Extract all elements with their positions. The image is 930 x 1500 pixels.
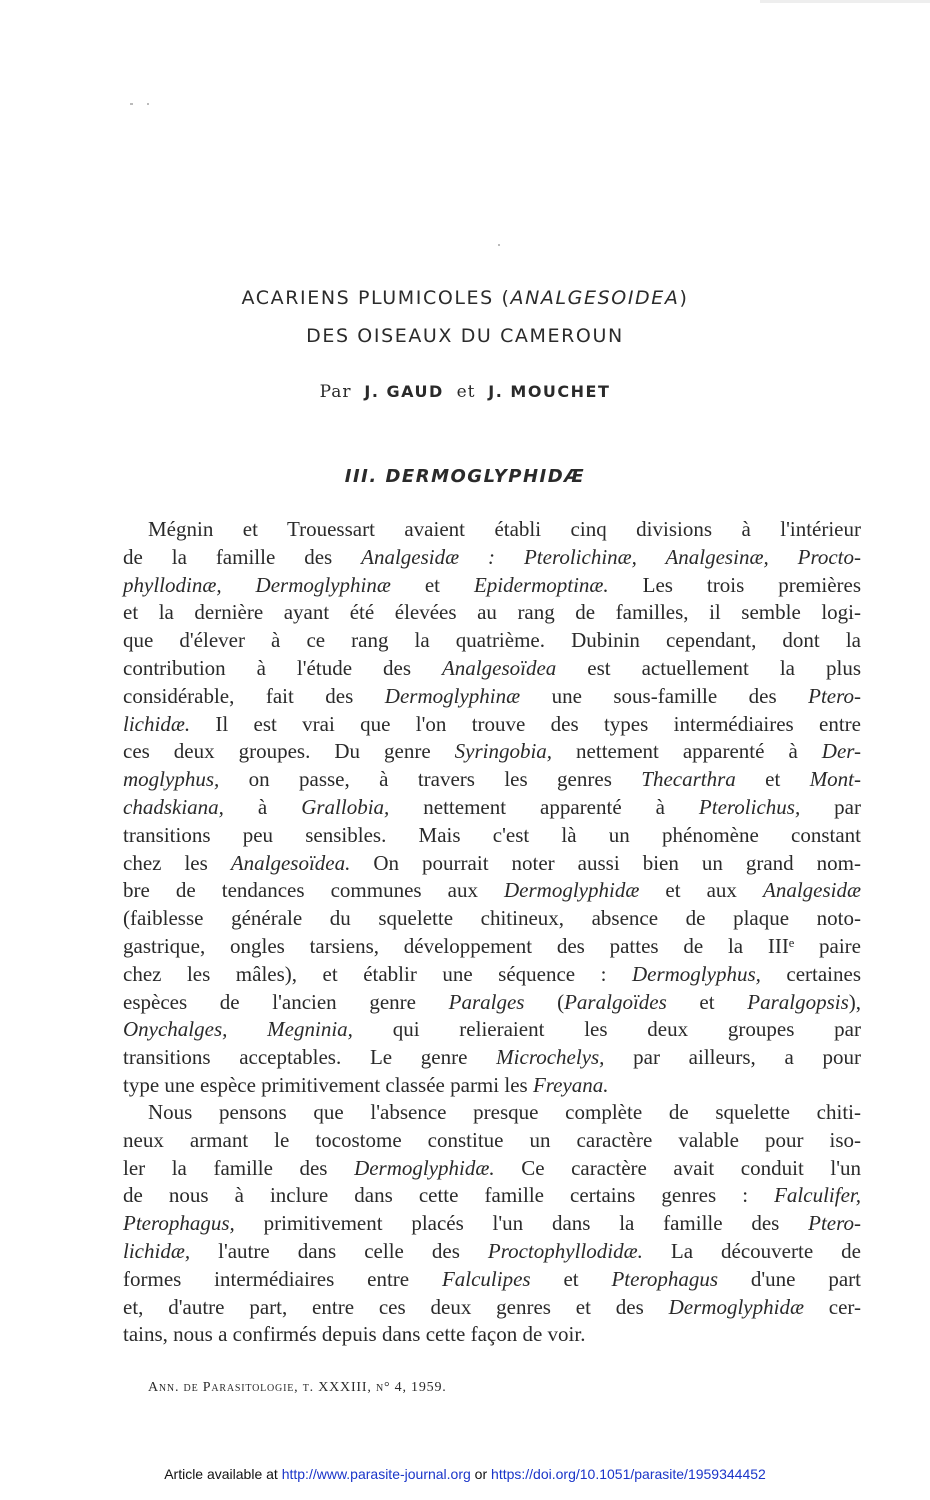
article-title-line-1: ACARIENS PLUMICOLES (ANALGESOIDEA) [241, 287, 689, 309]
text-run: Paralgoïdes [564, 989, 667, 1014]
text-line [123, 877, 861, 905]
text-run: Grallobia, [301, 794, 390, 819]
text-run: Ptero- [808, 683, 862, 708]
text-run: Analgesidæ [763, 878, 861, 903]
text-run: Pterolichus, [698, 794, 801, 819]
text-line [123, 822, 861, 850]
author-name: J. GAUD [364, 382, 444, 401]
text-run: de nous à inclure dans cette famille certains genres : [123, 1183, 775, 1208]
text-line [123, 544, 861, 572]
text-run: chez les mâles), et établir une séquence : [123, 961, 632, 986]
text-run: La découverte de [642, 1238, 861, 1263]
text-run: est actuellement la plus [556, 655, 861, 680]
text-line [123, 794, 861, 822]
paragraph-1 [123, 516, 861, 1100]
text-run: une sous-famille des [520, 683, 809, 708]
text-run: et aux [639, 878, 763, 903]
text-line [123, 766, 861, 794]
text-run: lichidæ. [123, 711, 191, 736]
text-run: Pterophagus, [123, 1211, 235, 1236]
text-run: ( [524, 989, 565, 1014]
text-run: ler la famille des [123, 1155, 355, 1180]
text-run: et [666, 989, 748, 1014]
text-run: Analgesoïdea [441, 655, 557, 680]
text-run: et [735, 767, 810, 792]
text-run: primitivement placés l'un dans la famille des [234, 1211, 809, 1236]
text-line [123, 961, 861, 989]
author-name: J. MOUCHET [488, 382, 611, 401]
text-run: l'autre dans celle des [190, 1238, 488, 1263]
text-run: Dermoglyphidæ [668, 1294, 804, 1319]
text-line [123, 905, 861, 933]
text-run: on passe, à travers les genres [219, 767, 642, 792]
text-run: Ce caractère avait conduit l'un [494, 1155, 861, 1180]
text-run: neux armant le tocostome constitue un caractère valable pour iso- [123, 1127, 861, 1152]
text-run: et, d'autre part, entre ces deux genres et des [123, 1294, 669, 1319]
text-run: Der- [821, 739, 862, 764]
text-line [123, 1155, 861, 1183]
scan-speck [130, 103, 133, 105]
journal-citation: Ann. de Parasitologie, t. XXXIII, n° 4, 1959. [148, 1380, 447, 1395]
text-run: Falculipes [441, 1266, 531, 1291]
text-line [123, 599, 861, 627]
text-run: On pourrait noter aussi bien un grand nom- [350, 850, 861, 875]
scan-speck [147, 103, 149, 105]
authors-line: Par J. GAUD et J. MOUCHET [319, 382, 611, 402]
text-run: ), [848, 989, 862, 1014]
text-run: Paralges [448, 989, 525, 1014]
text-run: Mont- [809, 767, 862, 792]
text-line [123, 1016, 861, 1044]
text-line [123, 1099, 861, 1127]
text-run: de la famille des [123, 544, 362, 569]
text-line [123, 1321, 861, 1349]
text-run: espèces de l'ancien genre [123, 989, 449, 1014]
scan-speck [760, 0, 930, 3]
text-run: Nous pensons que l'absence presque complète de squelette chiti- [148, 1100, 861, 1124]
text-run: par ailleurs, a pour [604, 1045, 861, 1070]
text-line [123, 1210, 861, 1238]
text-run: phyllodinæ, Dermoglyphinæ [123, 572, 391, 597]
text-run: et la dernière ayant été élevées au rang de familles, il semble logi- [123, 600, 861, 625]
text-run: moglyphus, [123, 767, 220, 792]
text-run: (faiblesse générale du squelette chitineux, absence de plaque noto- [123, 906, 861, 931]
text-run: que d'élever à ce rang la quatrième. Dubinin cependant, dont la [123, 628, 861, 653]
text-run: chadskiana, [123, 794, 224, 819]
text-run: et [390, 572, 474, 597]
text-run: Pterophagus [611, 1266, 719, 1291]
text-run: Dermoglyphidæ. [354, 1155, 495, 1180]
text-line [123, 627, 861, 655]
text-line [123, 933, 861, 961]
text-run: à [223, 794, 302, 819]
text-run: Dermoglyphidæ [504, 878, 640, 903]
paragraph-2 [123, 1099, 861, 1349]
text-line [123, 655, 861, 683]
text-run: Analgesoïdea. [230, 850, 351, 875]
section-heading: III. DERMOGLYPHIDÆ [344, 466, 586, 487]
text-run: Syringobia, [454, 739, 553, 764]
text-run: cer- [803, 1294, 861, 1319]
text-run: type une espèce primitivement classée parmi les [123, 1072, 533, 1097]
text-line [123, 1072, 861, 1100]
text-run: et [530, 1266, 612, 1291]
text-line [123, 1294, 861, 1322]
text-run: bre de tendances communes aux [123, 878, 505, 903]
text-run: Il est vrai que l'on trouve des types intermédiaires entre [190, 711, 861, 736]
text-line [123, 683, 861, 711]
text-line [123, 1182, 861, 1210]
text-run: Paralgopsis [747, 989, 849, 1014]
text-run: Thecarthra [641, 767, 736, 792]
text-line [123, 1044, 861, 1072]
text-run: Dermoglyphinæ [384, 683, 521, 708]
scan-speck [498, 244, 500, 246]
text-run: par [800, 794, 861, 819]
text-run: Freyana. [532, 1072, 609, 1097]
text-run: considérable, fait des [123, 683, 385, 708]
text-run: lichidæ, [123, 1238, 191, 1263]
text-line [123, 850, 861, 878]
journal-link[interactable]: http://www.parasite-journal.org [281, 1466, 471, 1482]
text-run: formes intermédiaires entre [123, 1266, 442, 1291]
text-line [123, 572, 861, 600]
text-run: transitions peu sensibles. Mais c'est là un phénomène constant [123, 822, 861, 847]
text-run: certaines [760, 961, 861, 986]
text-run: Microchelys, [496, 1045, 605, 1070]
doi-link[interactable]: https://doi.org/10.1051/parasite/1959344452 [491, 1466, 766, 1482]
text-run: Dermoglyphus, [631, 961, 761, 986]
text-run: Proctophyllodidæ. [487, 1238, 643, 1263]
text-run: transitions acceptables. Le genre [123, 1045, 497, 1070]
text-run: Ptero- [808, 1211, 861, 1236]
text-run: Falculifer, [774, 1183, 861, 1208]
article-title-line-2: DES OISEAUX DU CAMEROUN [306, 325, 624, 347]
text-line [123, 738, 861, 766]
text-run: tains, nous a confirmés depuis dans cette façon de voir. [123, 1322, 586, 1347]
text-line [123, 711, 861, 739]
text-run: qui relieraient les deux groupes par [352, 1017, 861, 1042]
text-run: Les trois premières [608, 572, 862, 597]
text-run: ces deux groupes. Du genre [123, 739, 455, 764]
text-line [123, 1238, 861, 1266]
text-line [123, 1127, 861, 1155]
article-availability-line: Article available at http://www.parasite-journal.org or https://doi.org/10.1051/parasite/1959344452 [164, 1466, 766, 1482]
text-run: contribution à l'étude des [123, 655, 442, 680]
text-run: chez les [123, 850, 231, 875]
text-run: Onychalges, Megninia, [123, 1017, 353, 1042]
text-line [123, 989, 861, 1017]
text-run: nettement apparenté à [552, 739, 822, 764]
text-line [123, 1266, 861, 1294]
text-run: d'une part [718, 1266, 861, 1291]
text-run: Analgesidæ : Pterolichinæ, Analgesinæ, Procto- [361, 544, 861, 569]
text-run: gastrique, ongles tarsiens, développement des pattes de la IIIᵉ paire [123, 933, 861, 958]
text-run: nettement apparenté à [389, 794, 699, 819]
text-run: Mégnin et Trouessart avaient établi cinq divisions à l'intérieur [148, 517, 861, 541]
text-line [123, 516, 861, 544]
text-run: Epidermoptinæ. [473, 572, 609, 597]
